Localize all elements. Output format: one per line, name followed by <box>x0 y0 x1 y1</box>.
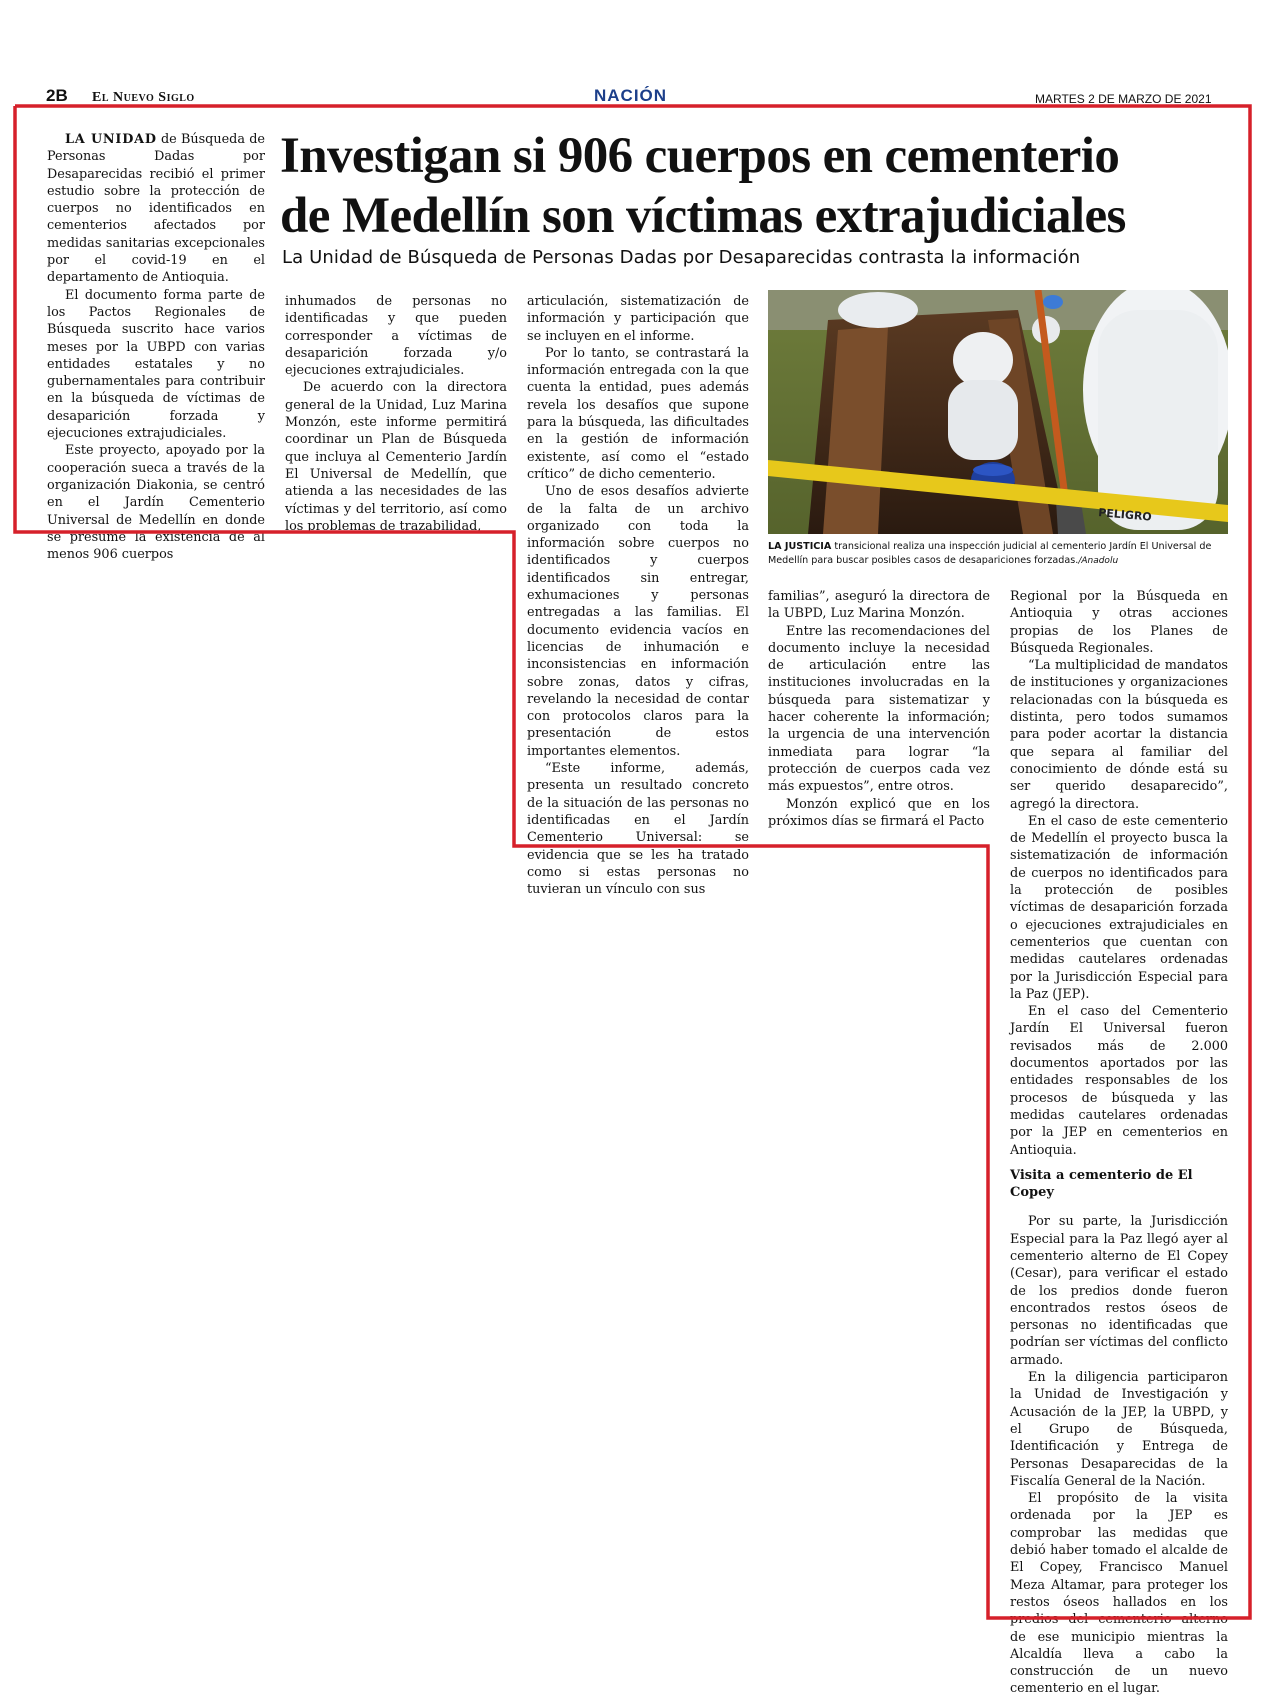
paragraph: En el caso del Cementerio Jardín El Universal fueron revisados más de 2.000 documentos aportados por las entidades responsables de los procesos de búsqueda y las medidas cautelares ordenadas por la JEP en cementerios en Antioquia. <box>1010 1004 1228 1158</box>
exhumation-photo-illustration <box>768 290 1228 534</box>
caution-tape-text: PELIGRO <box>1097 506 1153 524</box>
paragraph: De acuerdo con la directora general de la Unidad, Luz Marina Monzón, este informe permitirá coordinar un Plan de Búsqueda que incluya al Cementerio Jardín El Universal de Medellín, que atienda a las necesidades de las víctimas y del territorio, así como los problemas de trazabilidad, <box>285 380 507 534</box>
section-subtitle: Visita a cementerio de El Copey <box>1010 1167 1193 1201</box>
paragraph: articulación, sistematización de información y participación que se incluyen en el informe. <box>527 294 749 344</box>
paragraph: Uno de esos desafíos advierte de la falta de un archivo organizado con toda la información sobre cuerpos no identificados y cuerpos identificados sin entregar, exhumaciones y personas entregadas a las familias. El documento evidencia vacíos en licencias de inhumación e inconsistencias en información sobre zonas, datos y cifras, revelando la necesidad de contar con protocolos claros para la presentación de estos importantes elementos. <box>527 484 749 759</box>
paragraph: En la diligencia participaron la Unidad de Investigación y Acusación de la JEP, la UBPD, y el Grupo de Búsqueda, Identificación y Entrega de Personas Desaparecidas de la Fiscalía General de la Nación. <box>1010 1370 1228 1489</box>
paragraph-text: de Búsqueda de Personas Dadas por Desaparecidas recibió el primer estudio sobre la protección de cuerpos no identificados en cementerios afectados por medidas sanitarias excepcionales por el covid-19 en el departamento de Antioquia. <box>47 132 265 286</box>
paragraph: Entre las recomendaciones del documento incluye la necesidad de articulación entre las instituciones involucradas en la búsqueda para sistematizar y hacer coherente la información; la urgencia de una intervención inmediata para lograr “la protección de cuerpos cada vez más expuestos”, entre otros. <box>768 623 990 795</box>
article-column-1 <box>47 131 265 563</box>
photo-caption <box>768 540 1234 568</box>
paragraph: familias”, aseguró la directora de la UBPD, Luz Marina Monzón. <box>768 589 990 622</box>
paragraph: El documento forma parte de los Pactos Regionales de Búsqueda suscrito hace varios meses por la UBPD con varias entidades estatales y no gubernamentales para contribuir en la búsqueda de víctimas de desaparición forzada y ejecuciones extrajudiciales. <box>47 287 265 442</box>
subheadline: La Unidad de Búsqueda de Personas Dadas por Desaparecidas contrasta la información <box>282 247 1081 268</box>
article-column-2 <box>285 293 507 535</box>
article-photo <box>768 290 1228 534</box>
page-number: 2B <box>46 86 68 105</box>
issue-date: MARTES 2 DE MARZO DE 2021 <box>1035 92 1212 106</box>
article-column-4 <box>768 588 990 830</box>
paragraph: “La multiplicidad de mandatos de instituciones y organizaciones relacionadas con la búsqueda es distinta, pero todos sumamos para poder acortar la distancia que separa al familiar del conocimiento de dónde está su ser querido desaparecido”, agregó la directora. <box>1010 658 1228 812</box>
paragraph: Monzón explicó que en los próximos días se firmará el Pacto <box>768 796 990 829</box>
caption-text: transicional realiza una inspección judicial al cementerio Jardín El Universal de Medellín para buscar posibles casos de desapariciones forzadas. <box>768 541 1212 566</box>
article-column-3 <box>527 293 749 898</box>
headline-line-1: Investigan si 906 cuerpos en cementerio <box>280 128 1120 184</box>
lead-caps: LA UNIDAD <box>65 132 157 147</box>
section-name: NACIÓN <box>594 86 668 105</box>
paragraph: Por su parte, la Jurisdicción Especial para la Paz llegó ayer al cementerio alterno de El Copey (Cesar), para verificar el estado de los predios donde fueron encontrados restos óseos de personas no identificadas que podrían ser víctimas del conflicto armado. <box>1010 1214 1228 1368</box>
paragraph: Por lo tanto, se contrastará la información entregada con la que cuenta la entidad, pues además revela los desafíos que supone para la búsqueda, las dificultades en la gestión de información existente, así como el “estado crítico” de dicho cementerio. <box>527 345 749 482</box>
headline-line-2: de Medellín son víctimas extrajudiciales <box>280 188 1126 244</box>
paragraph: “Este informe, además, presenta un resultado concreto de la situación de las personas no identificadas en el Jardín Cementerio Universal: se evidencia que se les ha tratado como si estas personas no tuvieran un vínculo con sus <box>527 761 749 898</box>
caption-lead: LA JUSTICIA <box>768 541 832 552</box>
photo-credit: /Anadolu <box>1078 556 1119 566</box>
paragraph: inhumados de personas no identificadas y que pueden corresponder a víctimas de desaparición forzada y/o ejecuciones extrajudiciales. <box>285 294 507 379</box>
paragraph <box>47 131 265 287</box>
newspaper-name: El Nuevo Siglo <box>92 90 195 105</box>
paragraph: El propósito de la visita ordenada por la JEP es comprobar las medidas que debió haber tomado el alcalde de El Copey, Francisco Manuel Meza Altamar, para proteger los restos óseos hallados en los predios del cementerio alterno de ese municipio mientras la Alcaldía lleva a cabo la construcción de un nuevo cementerio en el lugar. <box>1010 1491 1228 1697</box>
paragraph: Este proyecto, apoyado por la cooperación sueca a través de la organización Diakonia, se centró en el Jardín Cementerio Universal de Medellín en donde se presume la existencia de al menos 906 cuerpos <box>47 443 265 563</box>
paragraph: Regional por la Búsqueda en Antioquia y otras acciones propias de los Planes de Búsqueda Regionales. <box>1010 589 1228 656</box>
article-column-5 <box>1010 588 1228 1698</box>
paragraph: En el caso de este cementerio de Medellín el proyecto busca la sistematización de información de cuerpos no identificados para la protección de posibles víctimas de desaparición forzada o ejecuciones extrajudiciales en cementerios que cuentan con medidas cautelares ordenadas por la Jurisdicción Especial para la Paz (JEP). <box>1010 813 1228 1002</box>
